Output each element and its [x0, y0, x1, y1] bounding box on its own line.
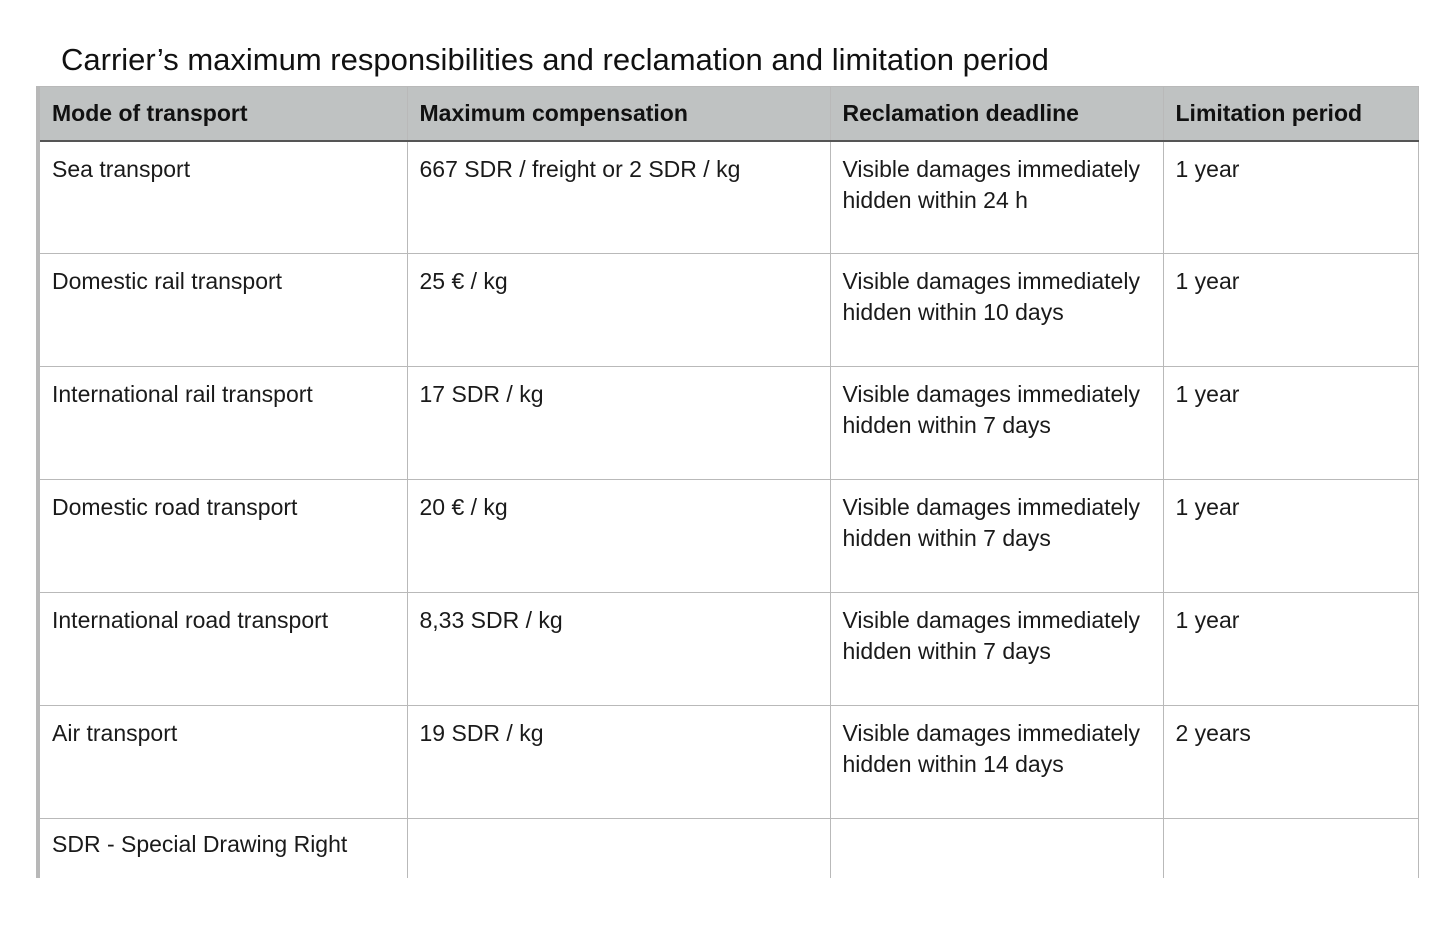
- table-row: [40, 480, 1418, 593]
- cell-compensation[interactable]: 667 SDR / freight or 2 SDR / kg: [407, 141, 830, 254]
- table-row: [40, 254, 1418, 367]
- header-mode-of-transport[interactable]: Mode of transport: [40, 87, 407, 141]
- spreadsheet-area: [36, 86, 1419, 878]
- cell-compensation[interactable]: 17 SDR / kg: [407, 367, 830, 480]
- cell-limitation[interactable]: 1 year: [1163, 480, 1418, 593]
- table-row: [40, 706, 1418, 819]
- cell-limitation[interactable]: 1 year: [1163, 593, 1418, 706]
- sdr-footnote[interactable]: SDR - Special Drawing Right: [40, 819, 407, 879]
- empty-cell[interactable]: [407, 819, 830, 879]
- cell-mode[interactable]: International rail transport: [40, 367, 407, 480]
- cell-limitation[interactable]: 1 year: [1163, 254, 1418, 367]
- cell-limitation[interactable]: 2 years: [1163, 706, 1418, 819]
- table-row: [40, 367, 1418, 480]
- cell-mode[interactable]: International road transport: [40, 593, 407, 706]
- document-title: Carrier’s maximum responsibilities and reclamation and limitation period: [61, 42, 1049, 77]
- cell-reclamation[interactable]: Visible damages immediately hidden within 24 h: [830, 141, 1163, 254]
- cell-compensation[interactable]: 8,33 SDR / kg: [407, 593, 830, 706]
- header-row: [40, 87, 1418, 141]
- note-row: [40, 819, 1418, 879]
- cell-limitation[interactable]: 1 year: [1163, 367, 1418, 480]
- table-row: [40, 141, 1418, 254]
- header-reclamation-deadline[interactable]: Reclamation deadline: [830, 87, 1163, 141]
- cell-mode[interactable]: Air transport: [40, 706, 407, 819]
- empty-cell[interactable]: [1163, 819, 1418, 879]
- cell-reclamation[interactable]: Visible damages immediately hidden within 10 days: [830, 254, 1163, 367]
- cell-reclamation[interactable]: Visible damages immediately hidden within 7 days: [830, 480, 1163, 593]
- header-maximum-compensation[interactable]: Maximum compensation: [407, 87, 830, 141]
- cell-reclamation[interactable]: Visible damages immediately hidden within 14 days: [830, 706, 1163, 819]
- cell-compensation[interactable]: 19 SDR / kg: [407, 706, 830, 819]
- cell-mode[interactable]: Sea transport: [40, 141, 407, 254]
- cell-reclamation[interactable]: Visible damages immediately hidden within 7 days: [830, 367, 1163, 480]
- cell-mode[interactable]: Domestic road transport: [40, 480, 407, 593]
- cell-mode[interactable]: Domestic rail transport: [40, 254, 407, 367]
- cell-compensation[interactable]: 20 € / kg: [407, 480, 830, 593]
- table-row: [40, 593, 1418, 706]
- responsibilities-table: [40, 86, 1419, 878]
- cell-compensation[interactable]: 25 € / kg: [407, 254, 830, 367]
- empty-cell[interactable]: [830, 819, 1163, 879]
- header-limitation-period[interactable]: Limitation period: [1163, 87, 1418, 141]
- cell-reclamation[interactable]: Visible damages immediately hidden within 7 days: [830, 593, 1163, 706]
- cell-limitation[interactable]: 1 year: [1163, 141, 1418, 254]
